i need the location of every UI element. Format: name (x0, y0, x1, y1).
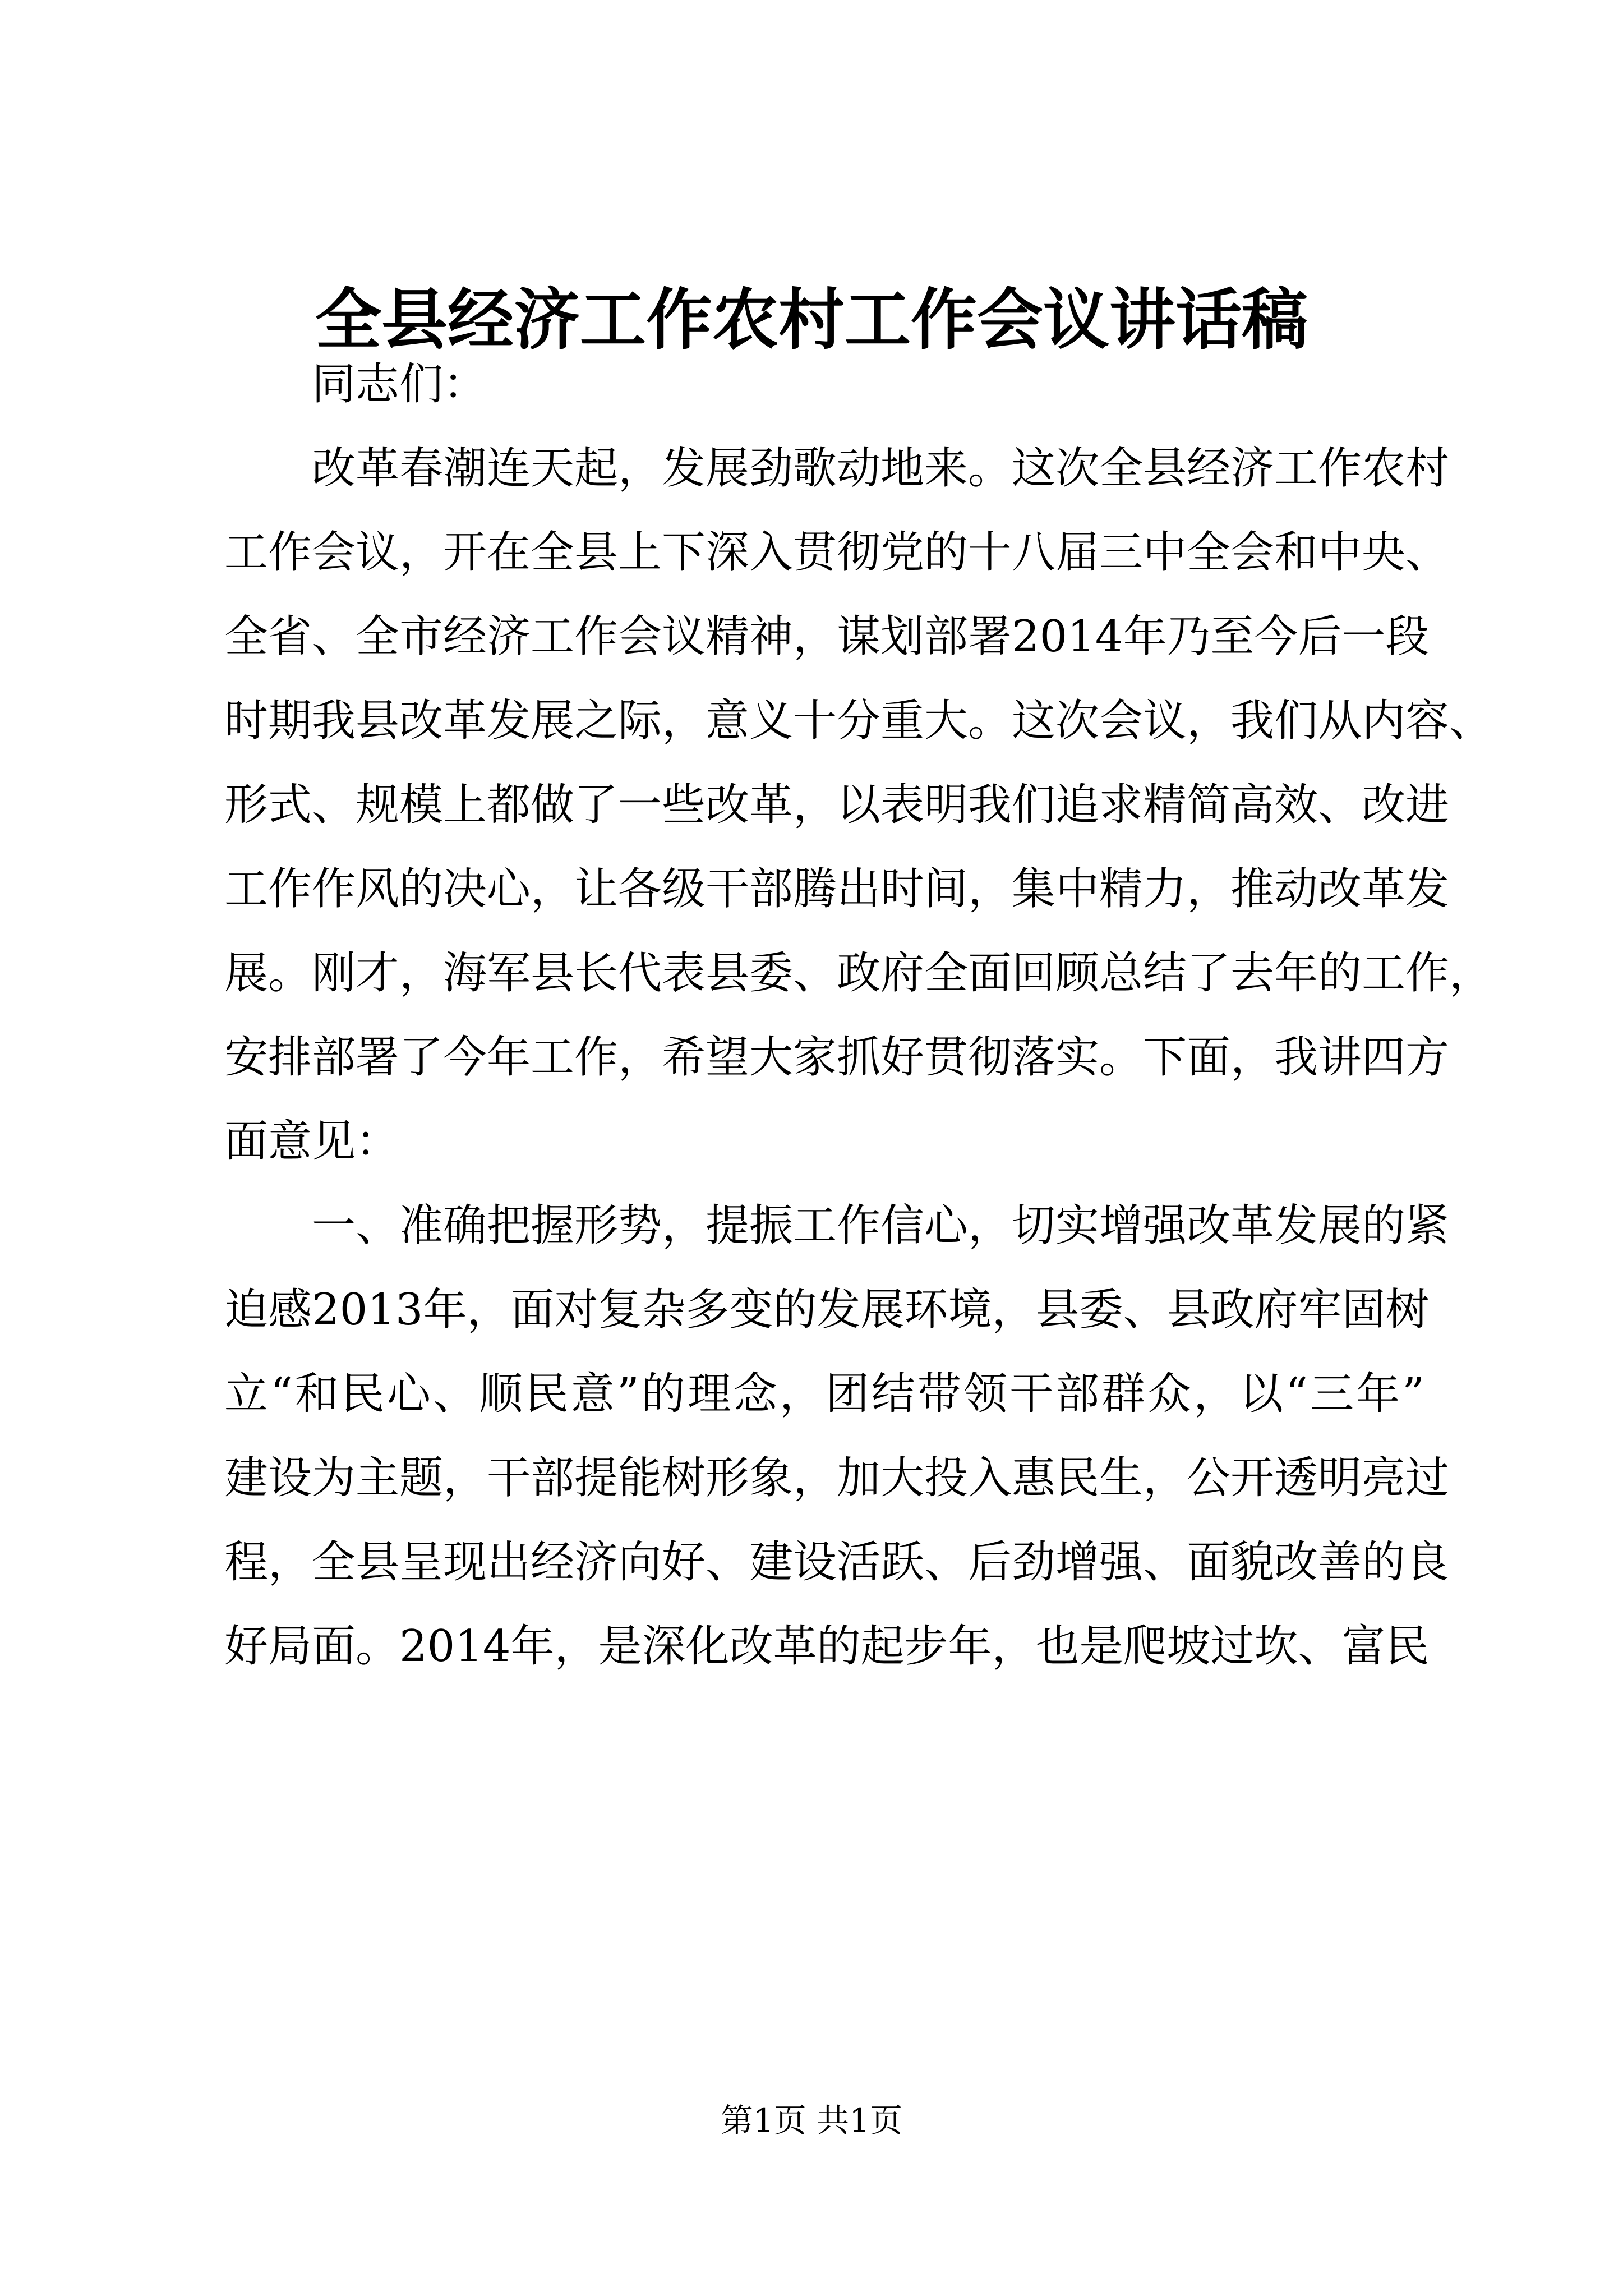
body-line: 工作作风的决心，让各级干部腾出时间，集中精力，推动改革发 (224, 864, 1450, 914)
body-line: 工作会议，开在全县上下深入贯彻党的十八届三中全会和中央、 (224, 527, 1450, 578)
body-line: 同志们： (224, 359, 487, 409)
body-line: 迫感2013年，面对复杂多变的发展环境，县委、县政府牢固树 (224, 1285, 1430, 1335)
body-line: 时期我县改革发展之际，意义十分重大。这次会议，我们从内容、 (224, 696, 1493, 746)
body-line: 形式、规模上都做了一些改革，以表明我们追求精简高效、改进 (224, 780, 1450, 830)
page-footer: 第1页 共1页 (720, 2101, 903, 2139)
body-line: 程，全县呈现出经济向好、建设活跃、后劲增强、面貌改善的良 (224, 1537, 1450, 1588)
body-line: 好局面。2014年，是深化改革的起步年，也是爬坡过坎、富民 (224, 1621, 1430, 1672)
body-line: 全省、全市经济工作会议精神，谋划部署2014年乃至今后一段 (224, 611, 1430, 662)
body-line: 安排部署了今年工作，希望大家抓好贯彻落实。下面，我讲四方 (224, 1032, 1450, 1083)
body-line: 一、准确把握形势，提振工作信心，切实增强改革发展的紧 (224, 1200, 1450, 1251)
body-line: 面意见： (224, 1116, 400, 1167)
body-line: 立“和民心、顺民意”的理念，团结带领干部群众，以“三年” (224, 1369, 1424, 1419)
body-line: 改革春潮连天起，发展劲歌动地来。这次全县经济工作农村 (224, 443, 1450, 494)
body-line: 建设为主题，干部提能树形象，加大投入惠民生，公开透明亮过 (224, 1453, 1450, 1503)
document-title: 全县经济工作农村工作会议讲话稿 (315, 280, 1308, 358)
body-line: 展。刚才，海军县长代表县委、政府全面回顾总结了去年的工作， (224, 948, 1493, 999)
